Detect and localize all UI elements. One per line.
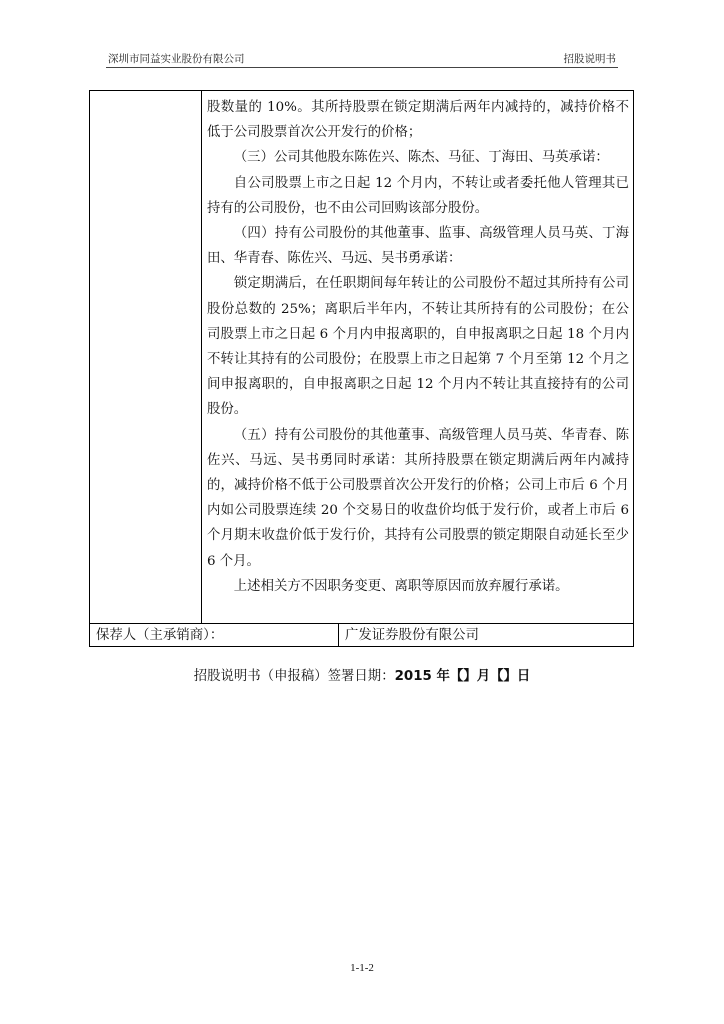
page-number: 1-1-2 xyxy=(350,962,374,974)
sponsor-label: 保荐人（主承销商）： xyxy=(96,628,224,643)
signature-date: 2015 年【】月【】日 xyxy=(394,669,531,684)
paragraph-1: 股数量的 10%。其所持股票在锁定期满后两年内减持的，减持价格不低于公司股票首次公开发行的价格； xyxy=(207,100,629,141)
paragraph-5: 锁定期满后，在任职期间每年转让的公司股份不超过其所持有公司股份总数的 25%；离职后半年内，不转让其所持有的公司股份；在公司股票上市之日起 6 个月内申报离职的，自申报离职之日起 18 个月内不转让其持有的公司股份；在股票上市之日起第 7 个月至第 12 个月之间申报离职的，自申报离职之日起 12 个月内不转让其直接持有的公司股份。 xyxy=(207,276,629,418)
commitment-text xyxy=(207,95,629,599)
sponsor-column-divider xyxy=(338,623,339,646)
paragraph-3: 自公司股票上市之日起 12 个月内，不转让或者委托他人管理其已持有的公司股份，也不由公司回购该部分股份。 xyxy=(207,175,629,216)
header-company: 深圳市同益实业股份有限公司 xyxy=(108,53,245,65)
signature-prefix: 招股说明书（申报稿）签署日期： xyxy=(193,669,395,684)
paragraph-2: （三）公司其他股东陈佐兴、陈杰、马征、丁海田、马英承诺： xyxy=(233,150,609,166)
table-row-divider xyxy=(90,623,633,624)
table-column-divider xyxy=(201,91,202,623)
sponsor-value: 广发证券股份有限公司 xyxy=(345,628,479,643)
paragraph-7: 上述相关方不因职务变更、离职等原因而放弃履行承诺。 xyxy=(233,578,569,594)
header-divider xyxy=(106,67,618,68)
header-doc-title: 招股说明书 xyxy=(563,53,616,65)
paragraph-4: （四）持有公司股份的其他董事、监事、高级管理人员马英、丁海田、华青春、陈佐兴、马远、吴书勇承诺： xyxy=(207,226,629,267)
signature-line xyxy=(0,665,724,684)
commitment-table xyxy=(89,90,634,647)
paragraph-6: （五）持有公司股份的其他董事、高级管理人员马英、华青春、陈佐兴、马远、吴书勇同时承诺：其所持股票在锁定期满后两年内减持的，减持价格不低于公司股票首次公开发行的价格；公司上市后 6 个月内如公司股票连续 20 个交易日的收盘价均低于发行价，或者上市后 6 个月期末收盘价低于发行价，其持有公司股票的锁定期限自动延长至少 6 个月。 xyxy=(207,427,629,569)
